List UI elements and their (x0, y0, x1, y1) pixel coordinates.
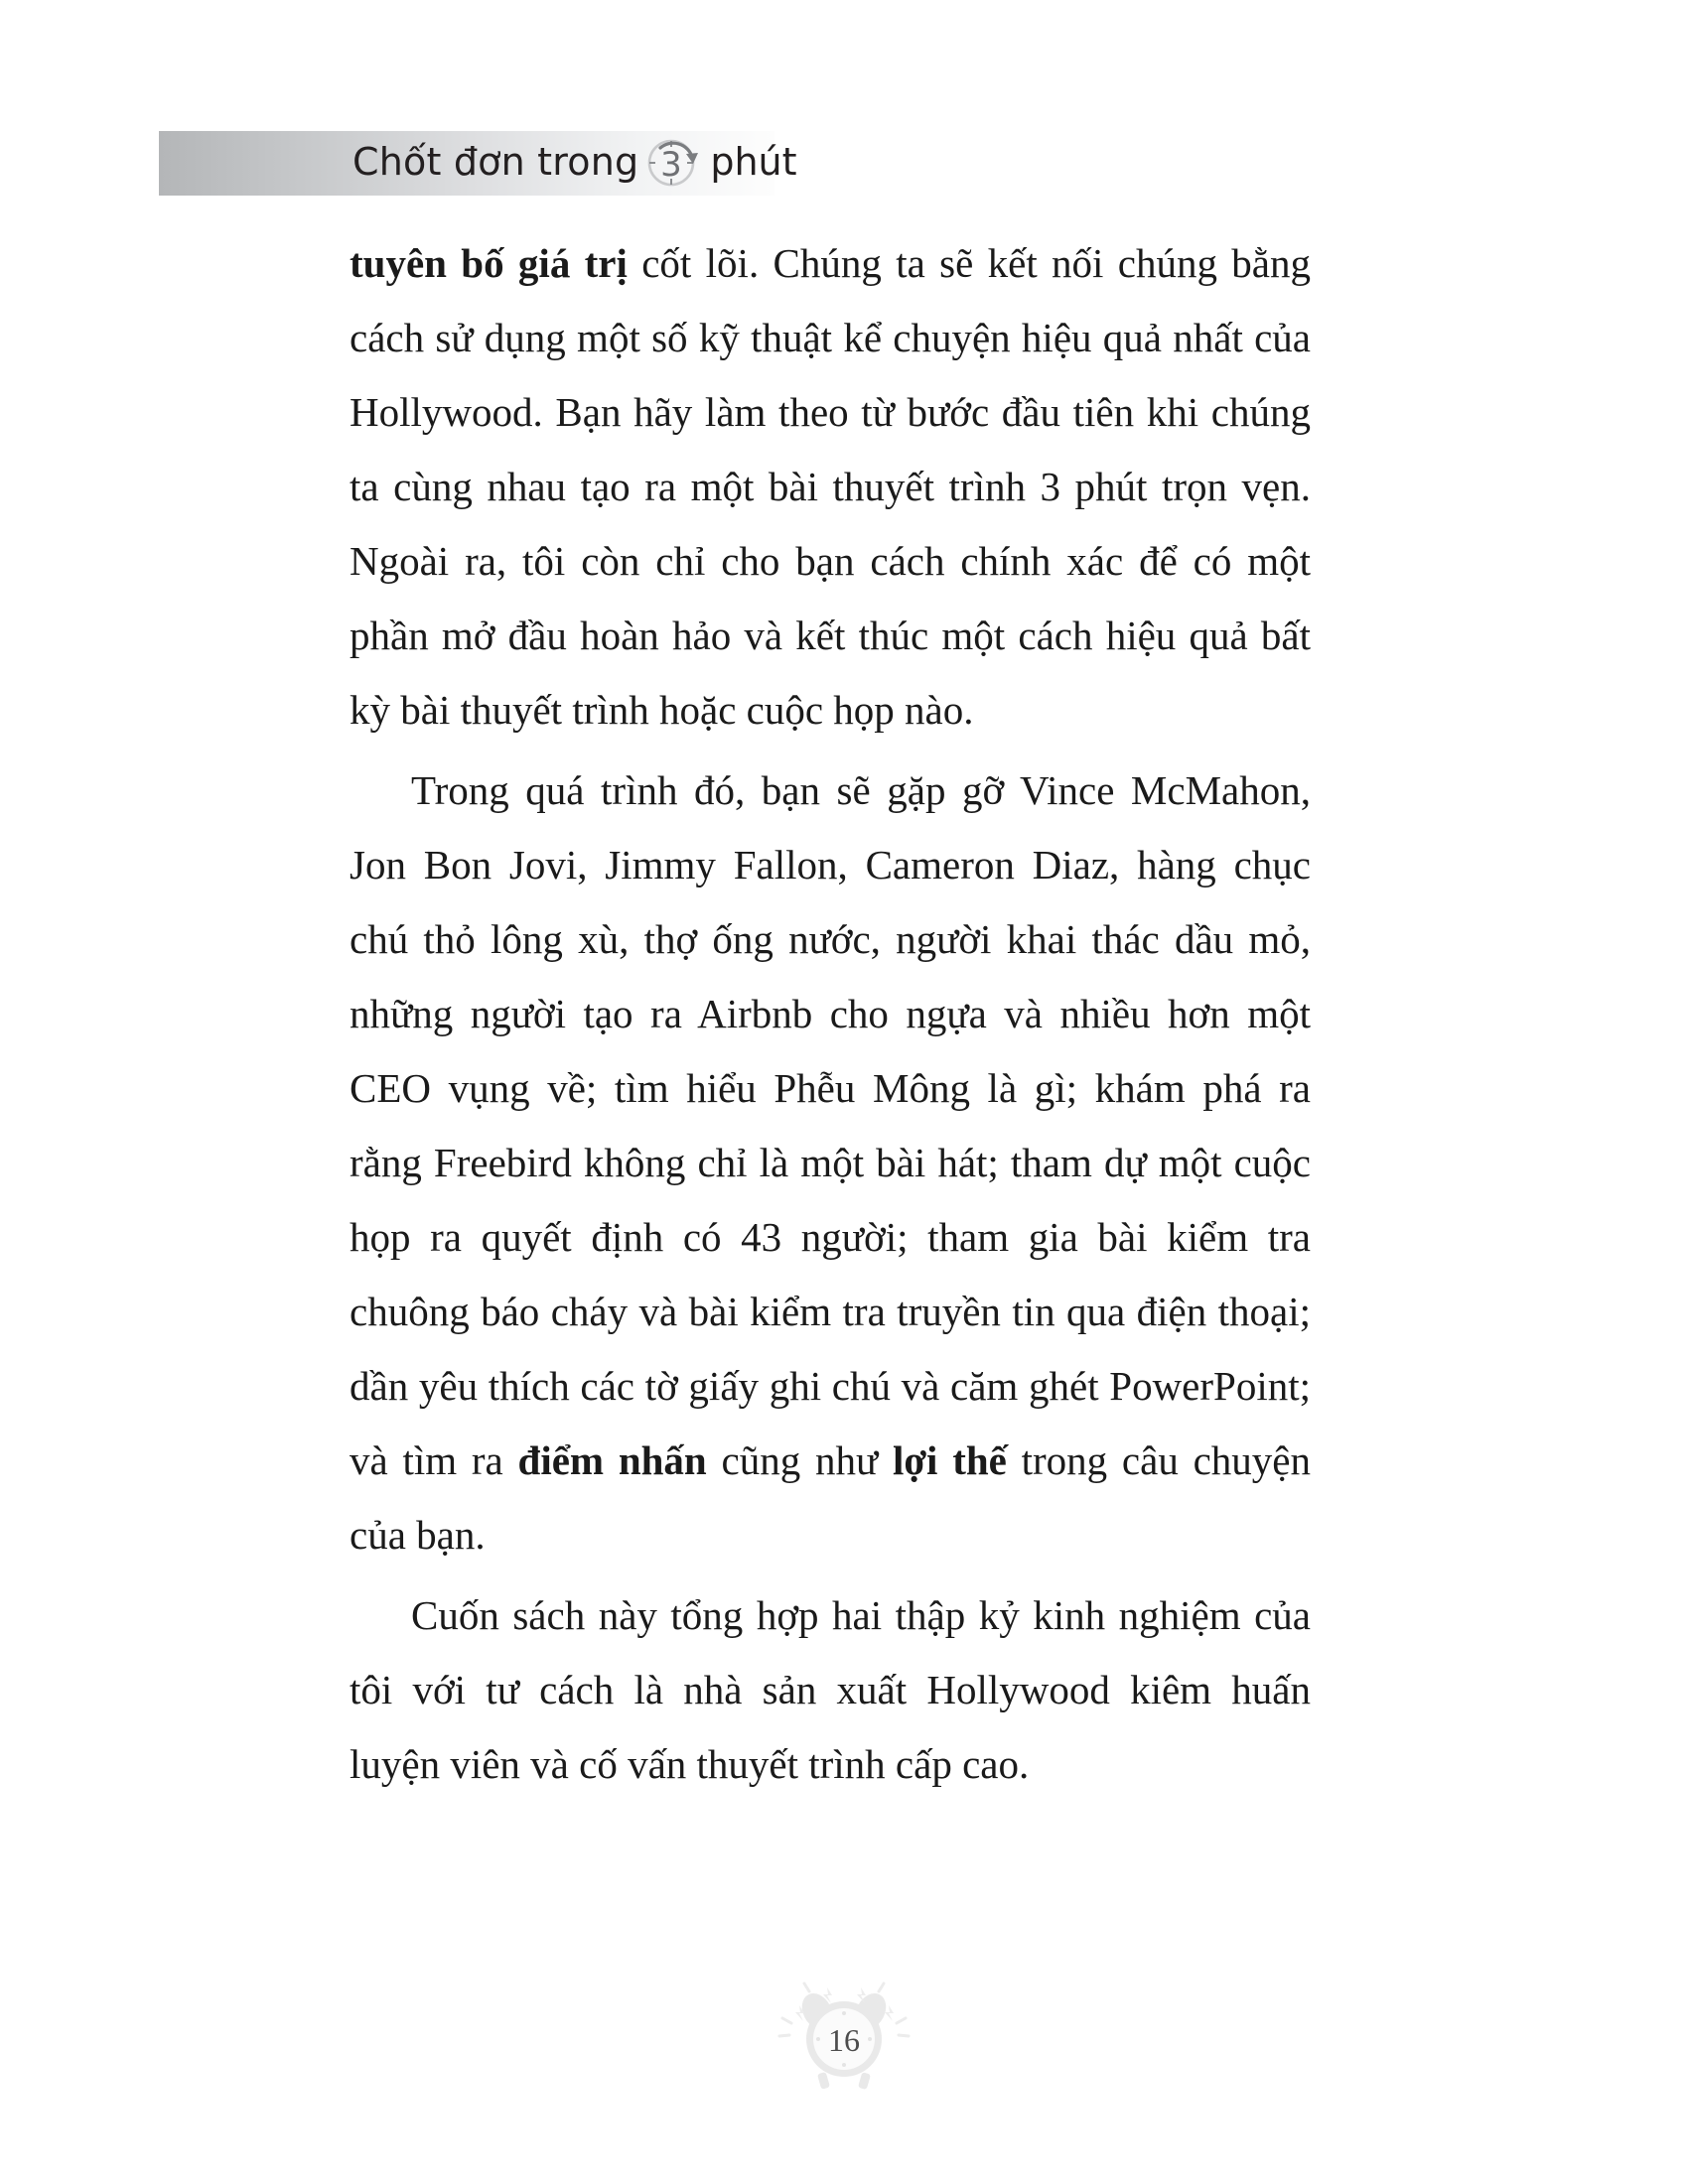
svg-text:3: 3 (660, 145, 683, 185)
paragraph-1 (350, 226, 1311, 748)
book-title-suffix: phút (710, 140, 797, 184)
paragraph-1-text: cốt lõi. Chúng ta sẽ kết nối chúng bằng cách sử dụng một số kỹ thuật kể chuyện hiệu quả nhất của Hollywood. Bạn hãy làm theo từ bước đầu tiên khi chúng ta cùng nhau tạo ra một bài thuyết trình 3 phút trọn vẹn. Ngoài ra, tôi còn chỉ cho bạn cách chính xác để có một phần mở đầu hoàn hảo và kết thúc một cách hiệu quả bất kỳ bài thuyết trình hoặc cuộc họp nào. (350, 240, 1311, 733)
running-header (352, 127, 797, 197)
paragraph-3: Cuốn sách này tổng hợp hai thập kỷ kinh nghiệm của tôi với tư cách là nhà sản xuất Hollywood kiêm huấn luyện viên và cố vấn thuyết trình cấp cao. (350, 1592, 1311, 1787)
paragraph-2-part-2: cũng như (706, 1437, 893, 1483)
clock-3-circular-arrow-icon (644, 133, 702, 191)
alarm-clock-watermark-icon (770, 1978, 918, 2097)
book-title: Chốt đơn trong (352, 140, 639, 184)
page-number: 16 (828, 2021, 860, 2058)
paragraph-2 (350, 753, 1311, 1572)
emphasis-loi-the: lợi thế (892, 1437, 1007, 1483)
emphasis-diem-nhan: điểm nhấn (517, 1437, 707, 1483)
lead-bold-phrase: tuyên bố giá trị (350, 240, 628, 286)
page-footer (0, 1978, 1688, 2097)
paragraph-2-part-1: Trong quá trình đó, bạn sẽ gặp gỡ Vince McMahon, Jon Bon Jovi, Jimmy Fallon, Cameron Diaz, hàng chục chú thỏ lông xù, thợ ống nước, người khai thác dầu mỏ, những người tạo ra Airbnb cho ngựa và nhiều hơn một CEO vụng về; tìm hiểu Phễu Mông là gì; khám phá ra rằng Freebird không chỉ là một bài hát; tham dự một cuộc họp ra quyết định có 43 người; tham gia bài kiểm tra chuông báo cháy và bài kiểm tra truyền tin qua điện thoại; dần yêu thích các tờ giấy ghi chú và căm ghét PowerPoint; và tìm ra (350, 767, 1311, 1483)
page-body (350, 226, 1311, 1808)
paragraph-2-part-3: trong câu chuyện của bạn. (350, 1437, 1311, 1558)
